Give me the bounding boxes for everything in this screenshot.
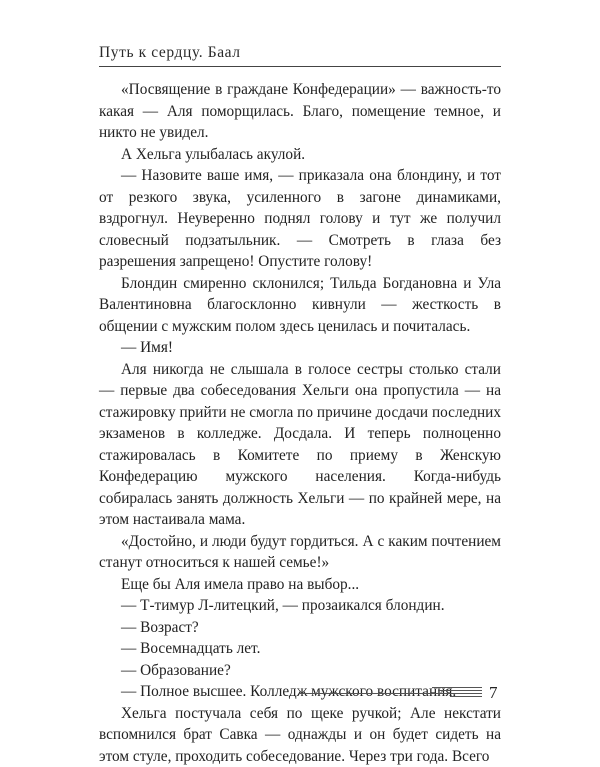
paragraph: — Полное высшее. Колледж мужского воспитания. xyxy=(99,681,501,703)
paragraph: Хельга постучала себя по щеке ручкой; Але некстати вспомнился брат Савка — однажды и он будет сидеть на этом стуле, проходить собеседование. Через три года. Всего xyxy=(99,703,501,767)
running-title: Путь к сердцу. Баал xyxy=(99,44,241,62)
body-text xyxy=(99,79,501,767)
paragraph: — Возраст? xyxy=(99,617,501,639)
paragraph: «Посвящение в граждане Конфедерации» — важность-то какая — Аля поморщилась. Благо, помещение темное, и никто не увидел. xyxy=(99,79,501,144)
paragraph: А Хельга улыбалась акулой. xyxy=(99,144,501,166)
paragraph: Аля никогда не слышала в голосе сестры столько стали — первые два собеседования Хельги она пропустила — на стажировку прийти не смогла по причине досдачи последних экзаменов в колледже. Досдала. И теперь полноценно стажировалась в Комитете по приему в Женскую Конфедерацию мужского населения. Когда-нибудь собиралась занять должность Хельги — по крайней мере, на этом настаивала мама. xyxy=(99,359,501,531)
paragraph: — Назовите ваше имя, — приказала она блондину, и тот от резкого звука, усиленного в загоне динамиками, вздрогнул. Неуверенно поднял голову и тут же получил словесный подзатыльник. — Смотреть в глаза без разрешения запрещено! Опустите голову! xyxy=(99,165,501,273)
paragraph: — Образование? xyxy=(99,660,501,682)
paragraph: — Восемнадцать лет. xyxy=(99,638,501,660)
paragraph: Блондин смиренно склонился; Тильда Богдановна и Ула Валентиновна благосклонно кивнули — жесткость в общении с мужским полом здесь ценилась и почиталась. xyxy=(99,273,501,338)
paragraph: «Достойно, и люди будут гордиться. А с каким почтением станут относиться к нашей семье!» xyxy=(99,531,501,574)
paragraph: Еще бы Аля имела право на выбор... xyxy=(99,574,501,596)
paragraph: — Т-тимур Л-литецкий, — прозаикался блондин. xyxy=(99,595,501,617)
page-number: 7 xyxy=(489,683,498,703)
footer-ornament-rules xyxy=(432,687,482,699)
header-rule xyxy=(99,66,501,67)
paragraph: — Имя! xyxy=(99,337,501,359)
